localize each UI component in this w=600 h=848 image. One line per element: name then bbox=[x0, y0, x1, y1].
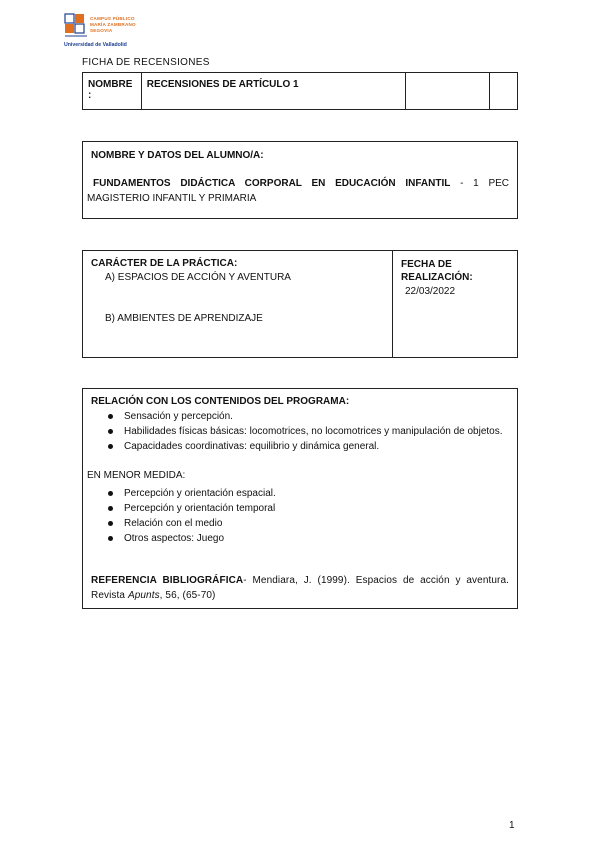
contents-heading: RELACIÓN CON LOS CONTENIDOS DEL PROGRAMA: bbox=[91, 396, 350, 407]
reference-pages: , 56, (65-70) bbox=[159, 590, 216, 601]
practice-heading: CARÁCTER DE LA PRÁCTICA: bbox=[91, 258, 238, 269]
name-label: NOMBRE : bbox=[83, 73, 142, 109]
name-table bbox=[82, 72, 518, 110]
bibliographic-reference bbox=[91, 573, 509, 603]
reference-label: REFERENCIA BIBLIOGRÁFICA bbox=[91, 575, 244, 586]
practice-type-cell bbox=[83, 251, 393, 357]
logo-line-2: MARÍA ZAMBRANO bbox=[90, 22, 136, 27]
student-heading: NOMBRE Y DATOS DEL ALUMNO/A: bbox=[91, 150, 264, 161]
student-subject bbox=[87, 176, 509, 206]
subject-name: FUNDAMENTOS DIDÁCTICA CORPORAL EN EDUCACIÓN INFANTIL bbox=[93, 178, 451, 189]
document-heading: FICHA DE RECENSIONES bbox=[82, 57, 210, 68]
university-logo bbox=[64, 12, 174, 50]
list-item: Habilidades físicas básicas: locomotrices, no locomotrices y manipulación de objetos. bbox=[105, 424, 509, 439]
date-value: 22/03/2022 bbox=[405, 286, 456, 297]
practice-option-a: A) ESPACIOS DE ACCIÓN Y AVENTURA bbox=[105, 272, 291, 283]
contents-list bbox=[105, 409, 509, 454]
minor-heading: EN MENOR MEDIDA: bbox=[87, 470, 186, 481]
logo-line-1: CAMPUS PÚBLICO bbox=[90, 16, 135, 21]
reference-text: - Mendiara, J. (1999). Espacios de acción y aventura. Revista bbox=[91, 575, 509, 601]
list-item: Otros aspectos: Juego bbox=[105, 531, 509, 546]
logo-mark-icon bbox=[64, 12, 88, 38]
list-item: Percepción y orientación temporal bbox=[105, 501, 509, 516]
list-item: Percepción y orientación espacial. bbox=[105, 486, 509, 501]
university-name: Universidad de Valladolid bbox=[64, 42, 127, 48]
minor-contents-list bbox=[105, 486, 509, 546]
date-label: FECHA DE REALIZACIÓN: bbox=[401, 259, 473, 283]
name-table-cell-4 bbox=[490, 73, 517, 109]
reference-journal: Apunts bbox=[127, 590, 160, 601]
contents-box bbox=[82, 388, 518, 609]
name-value: RECENSIONES DE ARTÍCULO 1 bbox=[142, 73, 407, 109]
list-item: Sensación y percepción. bbox=[105, 409, 509, 424]
practice-box bbox=[82, 250, 518, 358]
subject-details: - 1 PEC MAGISTERIO INFANTIL Y PRIMARIA bbox=[87, 178, 510, 204]
list-item: Relación con el medio bbox=[105, 516, 509, 531]
page-number: 1 bbox=[509, 820, 515, 831]
name-table-cell-3 bbox=[406, 73, 490, 109]
list-item: Capacidades coordinativas: equilibrio y dinámica general. bbox=[105, 439, 509, 454]
student-box bbox=[82, 141, 518, 219]
practice-option-b: B) AMBIENTES DE APRENDIZAJE bbox=[105, 313, 263, 324]
logo-line-3: SEGOVIA bbox=[90, 28, 113, 33]
